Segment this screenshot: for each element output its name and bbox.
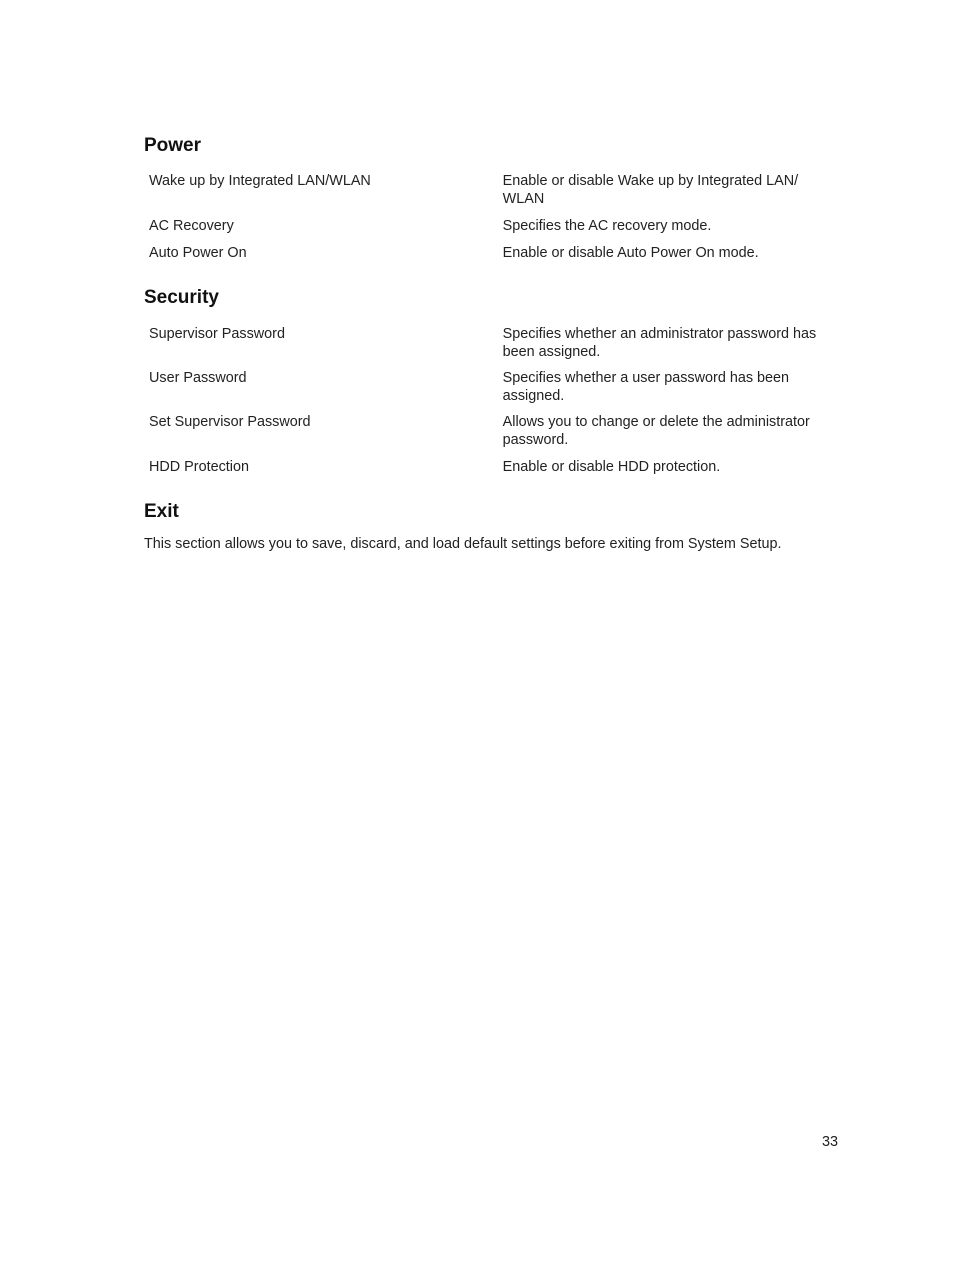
option-name: AC Recovery bbox=[149, 218, 234, 234]
table-row bbox=[149, 458, 839, 476]
table-row bbox=[149, 413, 839, 458]
exit-heading: Exit bbox=[144, 501, 179, 522]
security-options-table bbox=[149, 325, 839, 476]
power-heading: Power bbox=[144, 135, 202, 156]
table-row bbox=[149, 172, 839, 217]
option-description: Enable or disable HDD protection. bbox=[502, 459, 721, 475]
security-heading: Security bbox=[144, 287, 219, 308]
option-description: Specifies whether an administrator password has been assigned. bbox=[502, 326, 817, 360]
option-name: Wake up by Integrated LAN/WLAN bbox=[149, 173, 371, 189]
option-name: Set Supervisor Password bbox=[149, 414, 311, 430]
page-number: 33 bbox=[822, 1134, 839, 1150]
option-name: Auto Power On bbox=[149, 245, 247, 261]
table-row bbox=[149, 369, 839, 413]
exit-description: This section allows you to save, discard, and load default settings before exiting from System Setup. bbox=[144, 536, 782, 552]
table-row bbox=[149, 325, 839, 369]
option-description: Enable or disable Wake up by Integrated LAN/ WLAN bbox=[502, 173, 799, 207]
table-row bbox=[149, 217, 839, 244]
option-description: Specifies the AC recovery mode. bbox=[502, 218, 712, 234]
option-description: Enable or disable Auto Power On mode. bbox=[502, 245, 759, 261]
table-row bbox=[149, 244, 839, 262]
option-name: Supervisor Password bbox=[149, 326, 285, 342]
power-options-table bbox=[149, 172, 839, 262]
option-name: User Password bbox=[149, 370, 247, 386]
option-name: HDD Protection bbox=[149, 459, 249, 475]
option-description: Allows you to change or delete the administrator password. bbox=[502, 414, 810, 448]
option-description: Specifies whether a user password has been assigned. bbox=[502, 370, 790, 404]
